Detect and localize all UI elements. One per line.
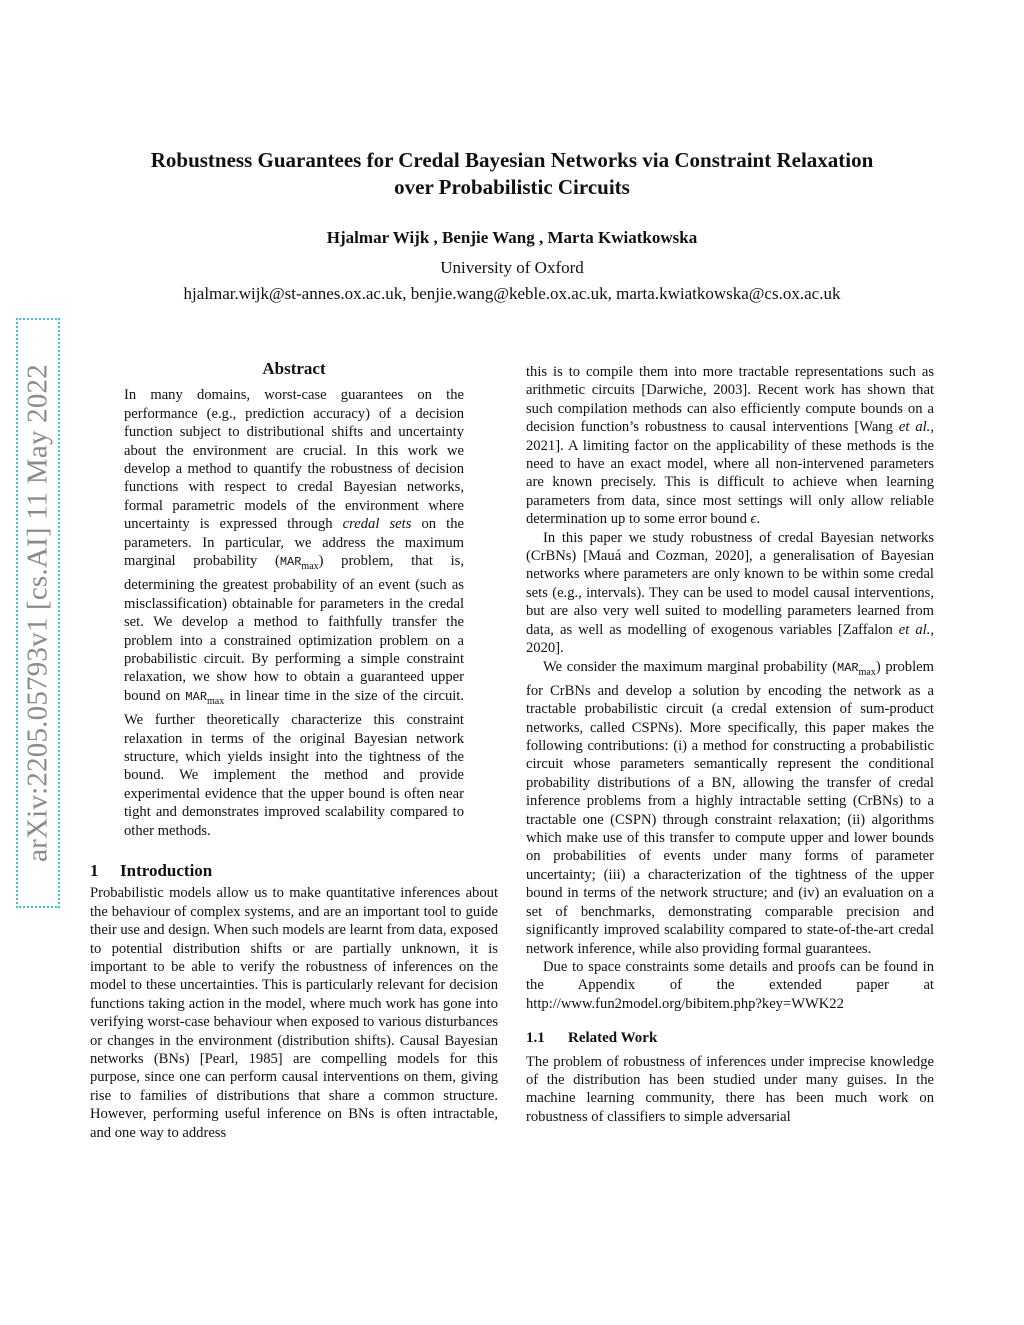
right-column <box>526 363 934 1126</box>
contribution-paragraph-2: We consider the maximum marginal probability $(MAR_{max})$ problem for CrBNs and develop a solution by encoding the network as a tractable probabilistic circuit (a credal extension of sum-product networks, called CSPNs). More specifically, this paper makes the following contributions: (i) a method for constructing a probabilistic circuit whose parameters semantically represent the conditional probability distributions of a BN, allowing the transfer of credal inference problems from a highly intractable setting (CrBNs) to a tractable one (CSPN) through constraint relaxation; (ii) algorithms which make use of this transfer to compute upper and lower bounds on probabilities of events under many forms of parameter uncertainty; (iii) a characterization of the tightness of the upper bound in terms of the network structure; and (iv) an evaluation on a set of benchmarks, demonstrating comparable precision and significantly improved scalability compared to state-of-the-art credal network inference, while also providing formal guarantees. <box>526 658 934 957</box>
title-line-2: over Probabilistic Circuits <box>394 175 630 199</box>
related-work-paragraph: The problem of robustness of inferences under imprecise knowledge of the distribution has been studied under many guises. In the machine learning community, there has been much work on robustness of classifiers to simple adversarial <box>526 1053 934 1125</box>
arxiv-identifier-stamp <box>16 318 60 908</box>
subsection-heading-related-work: 1.1 Related Work <box>526 1030 658 1047</box>
title-line-1: Robustness Guarantees for Credal Bayesian Networks via Constraint Relaxation <box>150 148 874 172</box>
intro-paragraph: Probabilistic models allow us to make quantitative inferences about the behaviour of complex systems, and are an important tool to guide their use and design. When such models are learnt from data, exposed to potential distribution shifts or are partially unknown, it is important to be able to verify the robustness of inferences on the model to these uncertainties. This is particularly relevant for decision functions taking action in the model, where much work has gone into verifying worst-case behaviour when exposed to various disturbances or changes in the environment (distribution shifts). Causal Bayesian networks (BNs) [Pearl, 1985] are compelling models for this purpose, since one can perform causal interventions on them, giving rise to families of distributions that share a common structure. However, performing useful inference on BNs is often intractable, and one way to address <box>90 885 498 1141</box>
author-list: Hjalmar Wijk , Benjie Wang , Marta Kwiatkowska <box>326 228 698 247</box>
affiliation: University of Oxford <box>440 258 584 277</box>
section-heading-introduction: 1 Introduction <box>90 860 213 880</box>
left-column <box>90 360 498 1142</box>
appendix-note-paragraph: Due to space constraints some details and proofs can be found in the Appendix of the extended paper at http://www.fun2model.org/bibitem.php?key=WWK22 <box>526 958 934 1012</box>
paper-title <box>90 147 934 201</box>
contribution-paragraph-1: In this paper we study robustness of credal Bayesian networks (CrBNs) [Mauá and Cozman, 2020], a generalisation of Bayesian networks where parameters are only known to be within some credal sets (e.g., intervals). They can be used to model causal interventions, but are also very well suited to modelling parameters learned from data, as well as modelling of exogenous variables [Zaffalon et al., 2020]. <box>526 529 934 657</box>
arxiv-identifier: arXiv:2205.05793v1 [cs.AI] 11 May 2022 <box>21 364 54 862</box>
abstract-heading: Abstract <box>262 359 326 378</box>
author-emails: hjalmar.wijk@st-annes.ox.ac.uk, benjie.wang@keble.ox.ac.uk, marta.kwiatkowska@cs.ox.ac.uk <box>183 284 841 303</box>
intro-continued-paragraph: this is to compile them into more tractable representations such as arithmetic circuits [Darwiche, 2003]. Recent work has shown that such compilation methods can also efficiently compute bounds on a decision function’s robustness to causal interventions [Wang et al., 2021]. A limiting factor on the applicability of these methods is the need to have an exact model, where all non-intervened parameters are known precisely. This is difficult to achieve when learning parameters from data, since most settings will only allow reliable determination up to some error bound ϵ. <box>526 364 934 528</box>
abstract-text: In many domains, worst-case guarantees on the performance (e.g., prediction accuracy) of a decision function subject to distributional shifts and uncertainty about the environment are crucial. In this work we develop a method to quantify the robustness of decision functions with respect to credal Bayesian networks, formal parametric models of the environment where uncertainty is expressed through credal sets on the parameters. In particular, we address the maximum marginal probability $(MAR_{max})$ problem, that is, determining the greatest probability of an event (such as misclassification) obtainable for parameters in the credal set. We develop a method to faithfully transfer the problem into a constrained optimization problem on a probabilistic circuit. By performing a simple constraint relaxation, we show how to obtain a guaranteed upper bound on $MAR_{max}$ in linear time in the size of the circuit. We further theoretically characterize this constraint relaxation in terms of the original Bayesian network structure, which yields insight into the tightness of the bound. We implement the method and provide experimental evidence that the upper bound is often near tight and demonstrates improved scalability compared to other methods. <box>124 387 465 839</box>
